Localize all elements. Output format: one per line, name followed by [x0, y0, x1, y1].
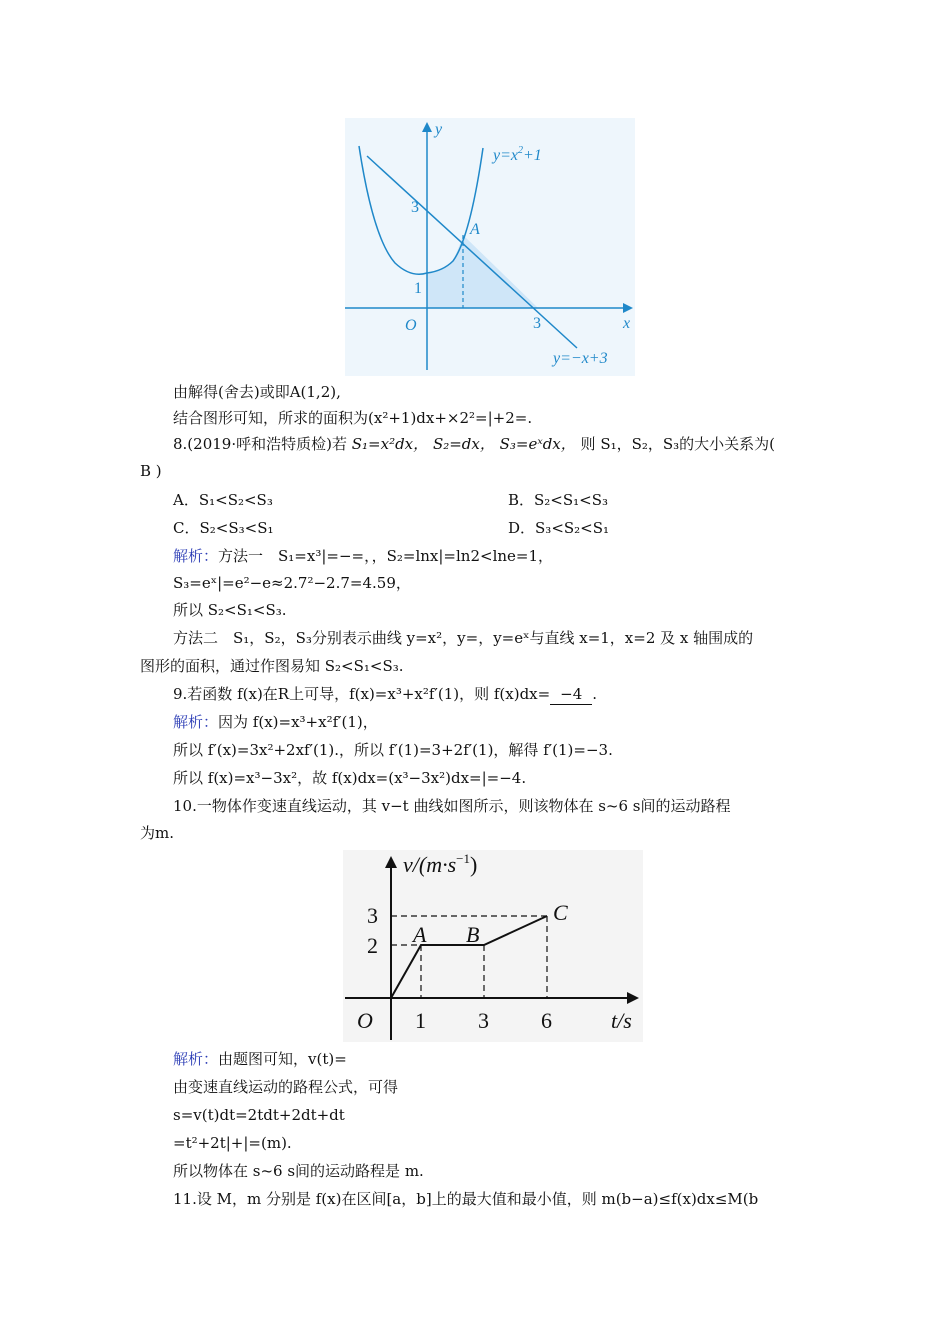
tick-t-6: 6	[541, 1008, 552, 1033]
figure-vt-graph	[343, 850, 643, 1042]
point-B-label: B	[466, 922, 480, 947]
q8-method2-line2: 图形的面积，通过作图易知 S₂<S₁<S₃.	[140, 657, 404, 675]
q9-end: .	[592, 685, 597, 703]
line-area-result: 结合图形可知，所求的面积为(x²+1)dx+×2²=|+2=.	[173, 409, 533, 427]
q8-solution-method1	[173, 546, 553, 566]
q8-option-c: C．S₂<S₃<S₁	[173, 519, 274, 537]
q10-solution-line3: s=v(t)dt=2tdt+2dt+dt	[173, 1106, 345, 1124]
origin-label-2: O	[357, 1008, 373, 1033]
q9-solution-line1	[173, 712, 378, 732]
figure1-svg	[345, 118, 635, 376]
question-10-line2: 为m.	[140, 824, 174, 842]
q9-text: 9.若函数 f(x)在R上可导，f(x)=x³+x²f′(1)，则 f(x)dx=	[173, 685, 551, 703]
v-axis-label: $v/(m\cdot s^{-1})$	[403, 851, 478, 877]
figure2-svg	[343, 850, 643, 1042]
q8-method1-line2: S₃=eˣ|=e²−e≈2.7²−2.7=4.59，	[173, 574, 411, 592]
y-axis-label: y	[435, 121, 443, 138]
point-C-label: C	[553, 900, 568, 925]
question-10: 10.一物体作变速直线运动，其 v−t 曲线如图所示，则该物体在 s~6 s间的运动路程	[173, 797, 731, 815]
q9-answer: −4	[550, 684, 592, 705]
figure-parabola-line	[345, 118, 635, 376]
tick-y-3: 3	[411, 199, 419, 216]
q8-s2: S₂=dx，	[432, 435, 495, 453]
tick-v-3: 3	[367, 903, 378, 928]
point-A-label: A	[470, 221, 480, 238]
point-A-label-2: A	[413, 922, 427, 947]
question-9	[173, 684, 597, 705]
q9-sol1: 因为 f(x)=x³+x²f′(1)，	[218, 713, 378, 731]
q10-solution-line5: 所以物体在 s~6 s间的运动路程是 m.	[173, 1162, 424, 1180]
q8-method1-line3: 所以 S₂<S₁<S₃.	[173, 601, 287, 619]
q8-tail: 则 S₁，S₂，S₃的大小关系为(	[580, 435, 776, 453]
q8-s1: S₁=x²dx，	[351, 435, 429, 453]
x-axis-label: x	[623, 315, 631, 332]
q8-option-a: A．S₁<S₂<S₃	[173, 491, 273, 509]
figure1-background	[345, 118, 635, 376]
figure2-background	[343, 850, 643, 1042]
jiexi-label: 解析：	[173, 547, 219, 565]
tick-y-1: 1	[414, 280, 422, 297]
line-label: y=−x+3	[553, 350, 608, 367]
line-intersection: 由解得(舍去)或即A(1,2),	[173, 383, 341, 401]
jiexi-label: 解析：	[173, 713, 219, 731]
q8-method2-line1: 方法二 S₁，S₂，S₃分别表示曲线 y=x²，y=，y=eˣ与直线 x=1，x=2 及 x 轴围成的	[173, 629, 754, 647]
q8-option-b: B．S₂<S₁<S₃	[508, 491, 609, 509]
jiexi-label: 解析：	[173, 1050, 219, 1068]
q10-sol1: 由题图可知，v(t)=	[218, 1050, 347, 1068]
tick-t-1: 1	[415, 1008, 426, 1033]
q10-solution-line1	[173, 1049, 347, 1069]
q9-solution-line3: 所以 f(x)=x³−3x²，故 f(x)dx=(x³−3x²)dx=|=−4.	[173, 769, 527, 787]
q10-solution-line4: =t²+2t|+|=(m).	[173, 1134, 292, 1152]
question-11: 11.设 M，m 分别是 f(x)在区间[a，b]上的最大值和最小值，则 m(b−a)≤f(x)dx≤M(b	[173, 1190, 759, 1208]
parabola-label: $y=x^2+1$	[493, 145, 542, 164]
q9-solution-line2: 所以 f′(x)=3x²+2xf′(1).，所以 f′(1)=3+2f′(1)，解得 f′(1)=−3.	[173, 741, 613, 759]
q8-option-d: D．S₃<S₂<S₁	[508, 519, 610, 537]
q8-prefix: 8.(2019·呼和浩特质检)若	[173, 435, 347, 453]
q8-method1-text: 方法一 S₁=x³|=−=，，S₂=lnx|=ln2<lne=1，	[218, 547, 554, 565]
q10-solution-line2: 由变速直线运动的路程公式，可得	[173, 1078, 399, 1096]
tick-x-3: 3	[533, 315, 541, 332]
origin-label: O	[405, 317, 417, 334]
tick-t-3: 3	[478, 1008, 489, 1033]
q8-s3: S₃=eˣdx，	[499, 435, 576, 453]
question-8	[173, 434, 775, 454]
tick-v-2: 2	[367, 933, 378, 958]
t-axis-label: t/s	[611, 1008, 632, 1033]
q8-answer: B )	[140, 462, 162, 480]
